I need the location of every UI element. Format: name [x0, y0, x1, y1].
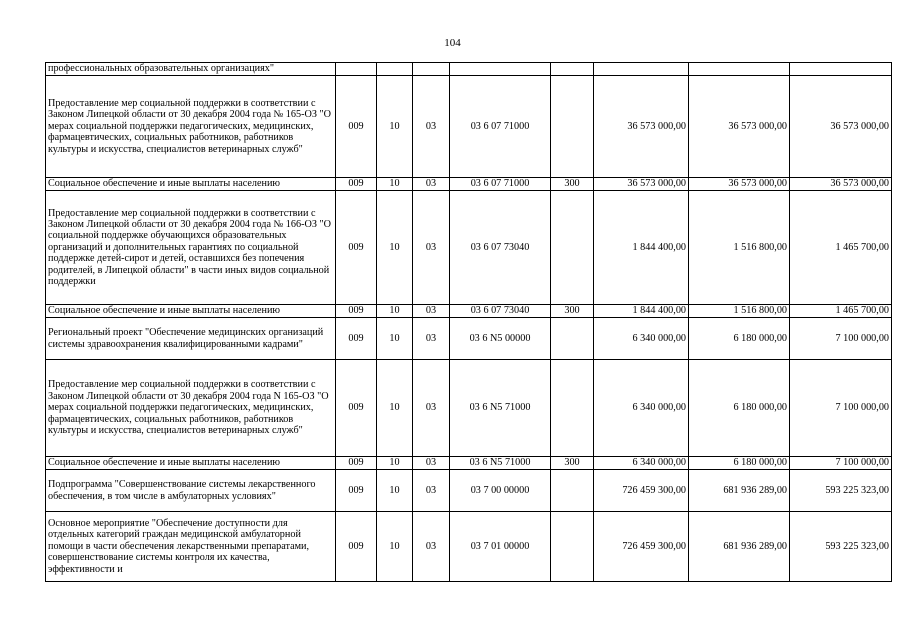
- row-pr-code: [413, 63, 450, 76]
- table-row: [46, 76, 892, 178]
- budget-table-body: [46, 63, 892, 582]
- row-amount-year3: 593 225 323,00: [790, 512, 892, 582]
- row-name: Социальное обеспечение и иные выплаты населению: [46, 178, 336, 191]
- row-amount-year1: 1 844 400,00: [594, 191, 689, 305]
- table-row: [46, 191, 892, 305]
- row-csr-code: 03 6 07 71000: [450, 76, 551, 178]
- table-row: [46, 318, 892, 360]
- row-amount-year2: 6 180 000,00: [689, 457, 790, 470]
- row-rz-code: [377, 63, 413, 76]
- row-pr-code: 03: [413, 318, 450, 360]
- row-amount-year2: 36 573 000,00: [689, 178, 790, 191]
- row-csr-code: 03 7 00 00000: [450, 470, 551, 512]
- row-csr-code: 03 6 N5 71000: [450, 360, 551, 457]
- row-rz-code: 10: [377, 470, 413, 512]
- row-pr-code: 03: [413, 76, 450, 178]
- row-amount-year2: 681 936 289,00: [689, 512, 790, 582]
- row-amount-year2: 681 936 289,00: [689, 470, 790, 512]
- table-row: [46, 305, 892, 318]
- row-rz-code: 10: [377, 360, 413, 457]
- row-gr-code: 009: [336, 360, 377, 457]
- row-pr-code: 03: [413, 305, 450, 318]
- row-amount-year2: 1 516 800,00: [689, 191, 790, 305]
- table-row: [46, 512, 892, 582]
- table-row: [46, 457, 892, 470]
- row-csr-code: 03 7 01 00000: [450, 512, 551, 582]
- row-name: Социальное обеспечение и иные выплаты населению: [46, 305, 336, 318]
- table-row: [46, 470, 892, 512]
- row-csr-code: 03 6 07 73040: [450, 191, 551, 305]
- row-gr-code: 009: [336, 76, 377, 178]
- row-pr-code: 03: [413, 457, 450, 470]
- row-name: Подпрограмма "Совершенствование системы лекарственного обеспечения, в том числе в амбулаторных условиях": [46, 470, 336, 512]
- row-name: Социальное обеспечение и иные выплаты населению: [46, 457, 336, 470]
- row-vr-code: [551, 76, 594, 178]
- row-vr-code: [551, 512, 594, 582]
- row-amount-year3: 7 100 000,00: [790, 318, 892, 360]
- row-rz-code: 10: [377, 457, 413, 470]
- row-rz-code: 10: [377, 305, 413, 318]
- row-rz-code: 10: [377, 178, 413, 191]
- row-gr-code: 009: [336, 178, 377, 191]
- row-amount-year2: 36 573 000,00: [689, 76, 790, 178]
- row-amount-year2: [689, 63, 790, 76]
- row-gr-code: [336, 63, 377, 76]
- row-pr-code: 03: [413, 360, 450, 457]
- row-csr-code: 03 6 N5 71000: [450, 457, 551, 470]
- row-vr-code: [551, 360, 594, 457]
- row-vr-code: 300: [551, 305, 594, 318]
- row-amount-year3: [790, 63, 892, 76]
- row-amount-year3: 7 100 000,00: [790, 360, 892, 457]
- row-name: Региональный проект "Обеспечение медицинских организаций системы здравоохранения квалифицированными кадрами": [46, 318, 336, 360]
- row-csr-code: 03 6 07 71000: [450, 178, 551, 191]
- row-amount-year1: 726 459 300,00: [594, 512, 689, 582]
- row-name: Основное мероприятие "Обеспечение доступности для отдельных категорий граждан медицинской амбулаторной помощи в части обеспечения лекарственными препаратами, совершенствование системы контроля их качества, эффективности и: [46, 512, 336, 582]
- row-name: Предоставление мер социальной поддержки в соответствии с Законом Липецкой области от 30 декабря 2004 года № 166-ОЗ "О социальной поддержке обучающихся образовательных организаций и дополнительных гарантиях по социальной поддержке детей-сирот и детей, оставшихся без попечения родителей, в Липецкой области" в части иных видов социальной поддержки: [46, 191, 336, 305]
- row-amount-year2: 1 516 800,00: [689, 305, 790, 318]
- row-gr-code: 009: [336, 318, 377, 360]
- row-amount-year3: 36 573 000,00: [790, 76, 892, 178]
- row-amount-year2: 6 180 000,00: [689, 360, 790, 457]
- row-amount-year1: 6 340 000,00: [594, 318, 689, 360]
- row-name: Предоставление мер социальной поддержки в соответствии с Законом Липецкой области от 30 декабря 2004 года N 165-ОЗ "О мерах социальной поддержки педагогических, медицинских, фармацевтических, социальных работников, работников культуры и искусства, специалистов ветеринарных служб": [46, 360, 336, 457]
- row-vr-code: [551, 470, 594, 512]
- row-vr-code: [551, 318, 594, 360]
- row-pr-code: 03: [413, 191, 450, 305]
- row-name: Предоставление мер социальной поддержки в соответствии с Законом Липецкой области от 30 декабря 2004 года № 165-ОЗ "О мерах социальной поддержки педагогических, медицинских, фармацевтических, социальных работников, работников культуры и искусства, специалистов ветеринарных служб": [46, 76, 336, 178]
- row-pr-code: 03: [413, 470, 450, 512]
- row-csr-code: 03 6 N5 00000: [450, 318, 551, 360]
- table-row: [46, 360, 892, 457]
- row-csr-code: [450, 63, 551, 76]
- table-row: [46, 178, 892, 191]
- row-rz-code: 10: [377, 76, 413, 178]
- row-gr-code: 009: [336, 191, 377, 305]
- row-amount-year3: 1 465 700,00: [790, 305, 892, 318]
- row-gr-code: 009: [336, 470, 377, 512]
- row-rz-code: 10: [377, 191, 413, 305]
- row-amount-year3: 1 465 700,00: [790, 191, 892, 305]
- row-rz-code: 10: [377, 512, 413, 582]
- row-amount-year1: 1 844 400,00: [594, 305, 689, 318]
- row-pr-code: 03: [413, 178, 450, 191]
- row-rz-code: 10: [377, 318, 413, 360]
- row-amount-year2: 6 180 000,00: [689, 318, 790, 360]
- row-gr-code: 009: [336, 457, 377, 470]
- row-amount-year1: 36 573 000,00: [594, 178, 689, 191]
- row-amount-year3: 593 225 323,00: [790, 470, 892, 512]
- row-vr-code: 300: [551, 457, 594, 470]
- budget-table: [45, 62, 892, 582]
- row-name: профессиональных образовательных организациях": [46, 63, 336, 76]
- row-csr-code: 03 6 07 73040: [450, 305, 551, 318]
- row-vr-code: [551, 63, 594, 76]
- row-gr-code: 009: [336, 305, 377, 318]
- row-amount-year3: 7 100 000,00: [790, 457, 892, 470]
- row-vr-code: [551, 191, 594, 305]
- row-amount-year3: 36 573 000,00: [790, 178, 892, 191]
- row-amount-year1: 726 459 300,00: [594, 470, 689, 512]
- row-amount-year1: 6 340 000,00: [594, 360, 689, 457]
- row-amount-year1: 6 340 000,00: [594, 457, 689, 470]
- row-pr-code: 03: [413, 512, 450, 582]
- row-amount-year1: 36 573 000,00: [594, 76, 689, 178]
- row-vr-code: 300: [551, 178, 594, 191]
- row-gr-code: 009: [336, 512, 377, 582]
- page-number: 104: [444, 37, 461, 49]
- table-row: [46, 63, 892, 76]
- row-amount-year1: [594, 63, 689, 76]
